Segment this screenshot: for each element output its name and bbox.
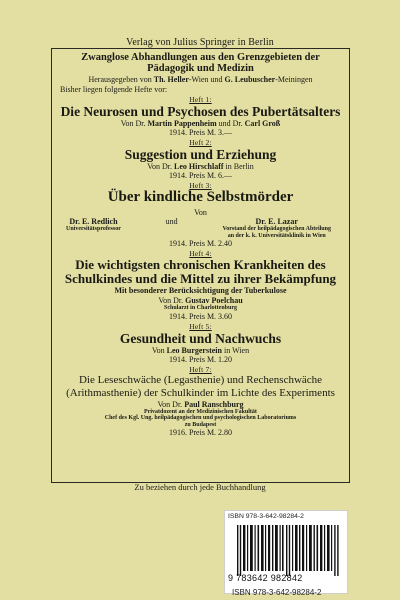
heft-author: Von Dr. Paul Ranschburg	[157, 399, 244, 409]
heft-price: 1914. Preis M. 6.—	[168, 171, 233, 180]
series-title-line1: Zwanglose Abhandlungen aus den Grenzgebieten der	[81, 52, 320, 63]
publisher-line: Verlag von Julius Springer in Berlin	[126, 37, 274, 48]
heft-author: Von Dr. Gustav Poelchau	[158, 296, 243, 305]
author-left: Dr. E. Redlich Universitätsprofessor	[66, 217, 121, 232]
series-editors	[60, 75, 341, 84]
series-title-line2: Pädagogik und Medizin	[147, 63, 254, 74]
heft-author-position-2: Chef des Kgl. Ung. heilpädagogischen und psychologischen Laboratoriums	[104, 415, 297, 421]
heft-title: Gesundheit und Nachwuchs	[119, 330, 282, 346]
heft-title: Die Leseschwäche (Legasthenie) und Rechenschwäche (Arithmasthenie) der Schulkinder im Lichte des Experiments	[66, 373, 335, 399]
heft-author-von: Von	[194, 208, 207, 217]
author-join: und	[165, 217, 178, 226]
series-title	[60, 52, 341, 74]
heft-price: 1914. Preis M. 3.—	[168, 128, 233, 137]
heft-subtitle: Mit besonderer Berücksichtigung der Tuberkulose	[114, 286, 287, 295]
heft-authors-pair	[60, 217, 341, 239]
isbn-bottom-text: ISBN 978-3-642-98284-2	[232, 588, 322, 597]
bookstore-note: Zu beziehen durch jede Buchhandlung	[134, 482, 266, 492]
heft-price: 1914. Preis M. 1.20	[168, 354, 233, 364]
heft-author-position-1: Privatdozent an der Medizinischen Fakultät	[144, 408, 257, 415]
editor-city-1: -Wien und	[188, 75, 223, 84]
heft-title: Über kindliche Selbstmörder	[107, 189, 294, 205]
editor-name-1: Th. Heller	[153, 75, 189, 84]
series-advertisement-box	[51, 48, 350, 483]
editors-prefix: Herausgegeben von	[88, 75, 152, 84]
heft-title: Die Neurosen und Psychosen des Pubertätsalters	[60, 104, 341, 119]
heft-label: Heft 3:	[189, 181, 212, 190]
barcode-label	[224, 510, 348, 594]
heft-author: Von Dr. Martin Pappenheim und Dr. Carl Groß	[120, 119, 281, 128]
heft-label: Heft 1:	[189, 95, 212, 104]
heft-author: Von Dr. Leo Hirschlaff in Berlin	[147, 162, 254, 171]
heft-author-position: Schularzt in Charlottenburg	[163, 305, 237, 311]
heft-author: Von Leo Burgerstein in Wien	[151, 345, 250, 355]
editor-city-2: -Meiningen	[275, 75, 313, 84]
heft-label: Heft 4:	[189, 249, 212, 258]
isbn-top-text: ISBN 978-3-642-98284-2	[228, 513, 304, 520]
heft-title: Die wichtigsten chronischen Krankheiten des Schulkindes und die Mittel zu ihrer Bekämpfung	[64, 257, 337, 286]
editor-name-2: G. Leubuscher	[224, 75, 276, 84]
heft-label: Heft 7:	[189, 364, 212, 374]
heft-price: 1914. Preis M. 3.60	[168, 311, 233, 321]
series-intro: Bisher liegen folgende Hefte vor:	[60, 85, 168, 94]
heft-price: 1914. Preis M. 2.40	[168, 239, 233, 248]
heft-author-position-3: zu Budapest	[184, 421, 217, 428]
author-right: Dr. E. Lazar Vorstand der heilpädagogischen Abteilung an der k. k. Universitätsklinik in Wien	[222, 217, 331, 239]
barcode-bars	[237, 525, 339, 576]
barcode-digits: 9 783642 982842	[228, 573, 303, 583]
heft-label: Heft 5:	[189, 321, 212, 331]
heft-label: Heft 2:	[189, 138, 212, 147]
heft-title: Suggestion und Erziehung	[124, 147, 277, 162]
heft-price: 1916. Preis M. 2.80	[168, 428, 233, 437]
